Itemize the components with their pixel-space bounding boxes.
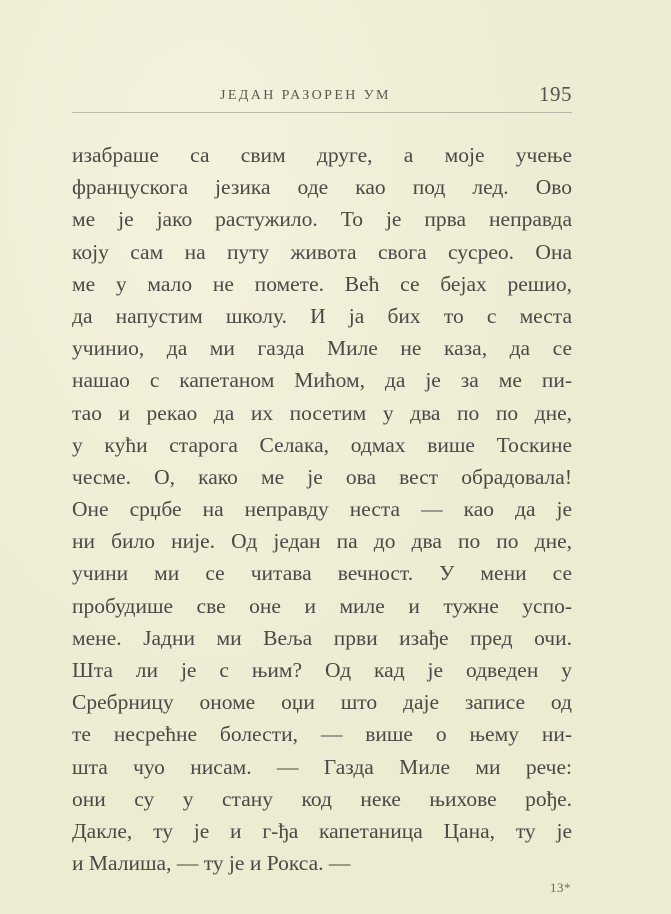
text-line: тао и рекао да их посетим у два по по дне, [72,400,572,425]
header-rule [72,112,572,113]
text-line: шта чуо нисам. — Газда Миле ми рече: [72,754,572,779]
signature-mark: 13* [550,880,571,895]
page-number: 195 [539,82,572,106]
running-head-title: ЈЕДАН РАЗОРЕН УМ [220,88,391,103]
text-line: Оне срџбе на неправду неста — као да је [72,497,572,522]
text-line: коју сам на путу живота свога сусрео. Она [72,239,572,264]
body-text [72,139,572,879]
running-head [72,80,572,110]
text-line: они су у стану код неке њихове рође. [72,786,572,811]
text-line: францускога језика оде као под лед. Ово [72,175,572,200]
text-line: Дакле, ту је и г-ђа капетаница Цана, ту је [72,818,572,843]
text-line: мене. Јадни ми Веља први изађе пред очи. [72,625,572,650]
text-line: чесме. О, како ме је ова вест обрадовала! [72,464,572,489]
text-line: да напустим школу. И ја бих то с места [72,303,572,328]
text-line: нашао с капетаном Мићом, да је за ме пи- [72,368,572,393]
text-line: Сребрницу ономе оџи што даје записе од [72,690,572,715]
text-line: у кући старога Селака, одмах више Тоскине [72,432,572,457]
text-line: пробудише све оне и миле и тужне успо- [72,593,572,618]
text-line: те несрећне болести, — више о њему ни- [72,722,572,747]
text-line: ни било није. Од један па до два по по дне, [72,529,572,554]
text-line: учинио, да ми газда Миле не каза, да се [72,336,572,361]
text-line: ме је јако растужило. То је прва неправда [72,207,572,232]
text-line: Шта ли је с њим? Од кад је одведен у [72,658,572,682]
text-line: ме у мало не помете. Већ се бејах решио, [72,271,572,296]
text-line: и Малиша, — ту је и Рокса. — [72,851,351,876]
text-line: учини ми се читава вечност. У мени се [72,561,572,586]
text-line: изабраше са свим друге, а моје учење [72,143,572,167]
